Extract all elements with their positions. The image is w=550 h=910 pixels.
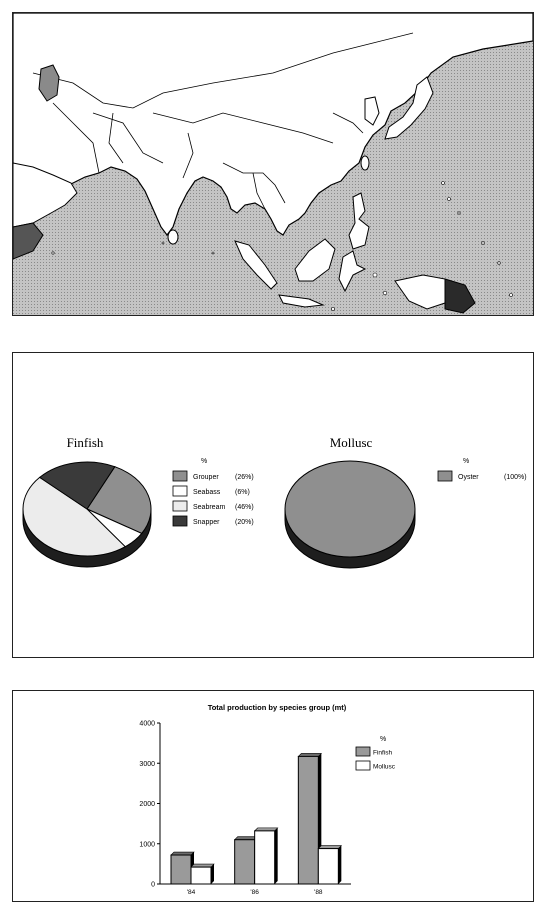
legend-swatch-seabass — [173, 486, 187, 496]
legend-label-finfish: Finfish — [373, 749, 393, 757]
legend-label-seabass: Seabass — [193, 489, 221, 496]
legend-value-grouper: (26%) — [235, 474, 254, 481]
sri-lanka — [168, 230, 178, 244]
legend-swatch-seabream — [173, 501, 187, 511]
map-image — [13, 13, 533, 315]
bar-finfish-2 — [298, 756, 318, 884]
legend-value-seabream: (46%) — [235, 504, 254, 511]
bar-chart-title: Total production by species group (mt) — [207, 703, 347, 712]
legend-value-oyster: (100%) — [504, 474, 527, 481]
finfish-legend — [173, 471, 254, 526]
bar-chart-panel — [12, 690, 534, 902]
bar-legend-header: % — [380, 736, 387, 743]
y-tick-label: 0 — [151, 881, 155, 889]
legend-swatch-finfish — [356, 747, 370, 756]
bar-marks — [171, 753, 341, 884]
finfish-pie-title: Finfish — [66, 435, 104, 450]
finfish-pie — [23, 462, 151, 567]
legend-label-mollusc: Mollusc — [373, 763, 396, 771]
finfish-legend-header: % — [201, 458, 208, 465]
bar-mollusc-0 — [191, 867, 211, 884]
bar-legend — [356, 747, 396, 771]
taiwan — [361, 156, 369, 170]
legend-value-snapper: (20%) — [235, 519, 254, 526]
legend-swatch-grouper — [173, 471, 187, 481]
pie-charts — [13, 353, 533, 657]
bar-chart — [13, 691, 533, 901]
bar-mollusc-2 — [318, 849, 338, 884]
y-tick-label: 4000 — [139, 720, 155, 728]
legend-swatch-oyster — [438, 471, 452, 481]
x-tick-label: '86 — [250, 889, 259, 896]
mollusc-legend — [438, 471, 527, 481]
mollusc-legend-header: % — [463, 458, 470, 465]
bar-finfish-0 — [171, 855, 191, 884]
legend-label-grouper: Grouper — [193, 474, 219, 481]
bar-mollusc-1 — [255, 831, 275, 884]
asia-pacific-map — [12, 12, 534, 316]
mollusc-pie-title: Mollusc — [329, 435, 373, 450]
legend-swatch-snapper — [173, 516, 187, 526]
y-tick-label: 2000 — [139, 801, 155, 808]
legend-label-snapper: Snapper — [193, 519, 220, 526]
y-tick-label: 3000 — [139, 760, 155, 768]
x-tick-label: '84 — [186, 889, 196, 896]
x-tick-label: '88 — [314, 889, 323, 896]
legend-value-seabass: (6%) — [235, 489, 250, 496]
legend-swatch-mollusc — [356, 761, 370, 770]
legend-label-oyster: Oyster — [458, 474, 479, 481]
y-tick-label: 1000 — [139, 841, 155, 849]
pie-slice-oyster — [285, 461, 415, 557]
mollusc-pie — [285, 461, 415, 568]
legend-label-seabream: Seabream — [193, 504, 226, 511]
bar-finfish-1 — [235, 840, 255, 884]
pie-charts-panel — [12, 352, 534, 658]
